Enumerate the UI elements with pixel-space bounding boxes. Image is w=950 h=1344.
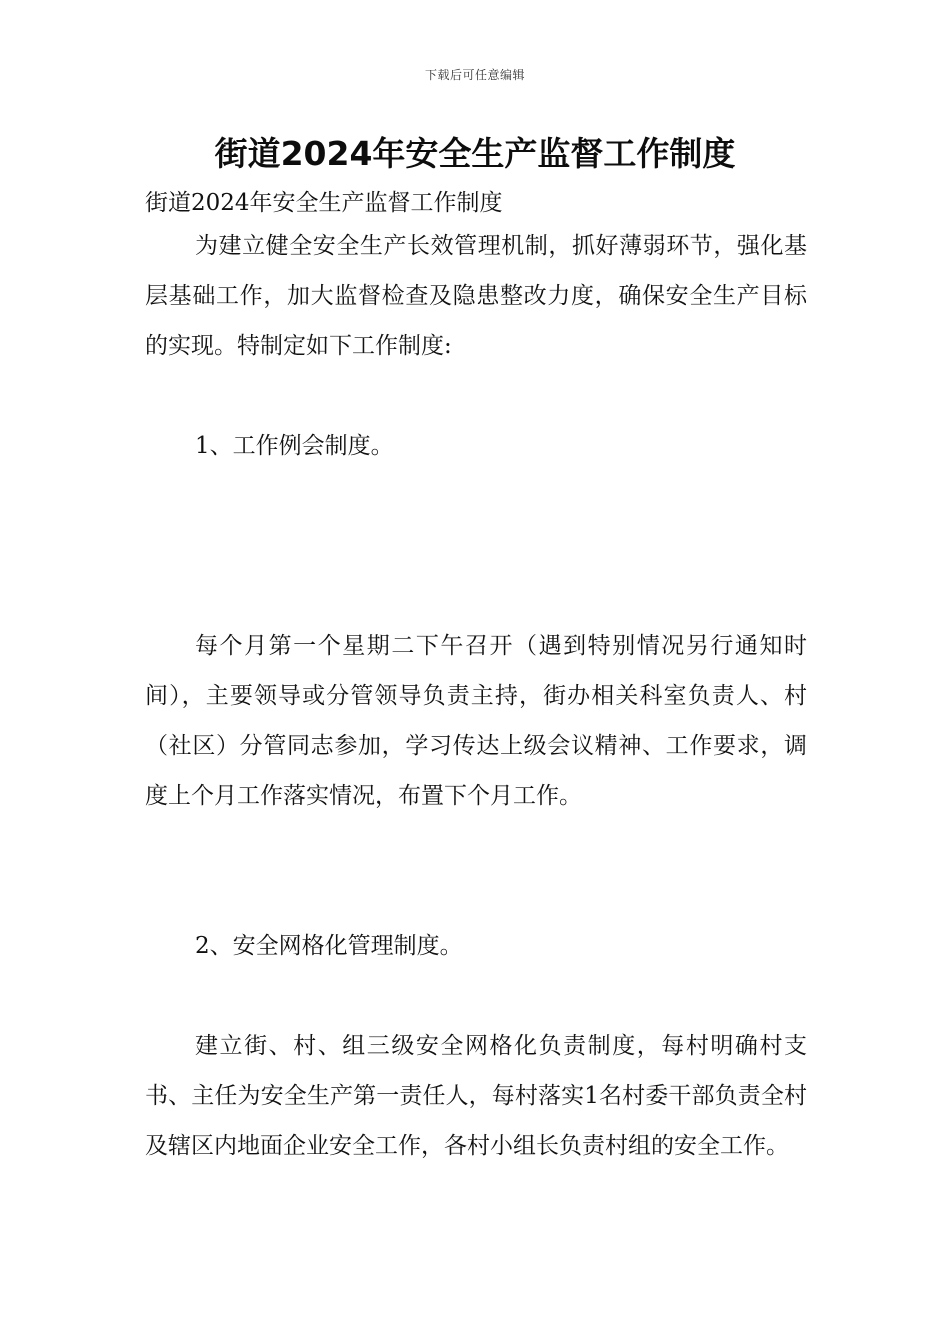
section-heading: 2、安全网格化管理制度。 xyxy=(195,933,463,959)
document-subtitle: 街道2024年安全生产监督工作制度 xyxy=(145,190,503,216)
document-title: 街道2024年安全生产监督工作制度 xyxy=(214,134,736,173)
section-body: 每个月第一个星期二下午召开（遇到特别情况另行通知时间），主要领导或分管领导负责主持，街办相关科室负责人、村（社区）分管同志参加，学习传达上级会议精神、工作要求，调度上个月工作落实情况，布置下个月工作。 xyxy=(145,633,807,809)
header-note: 下载后可任意编辑 xyxy=(424,68,525,82)
section-heading: 1、工作例会制度。 xyxy=(195,433,394,459)
section-body: 建立街、村、组三级安全网格化负责制度，每村明确村支书、主任为安全生产第一责任人，每村落实1名村委干部负责全村及辖区内地面企业安全工作，各村小组长负责村组的安全工作。 xyxy=(145,1033,807,1159)
intro-paragraph: 为建立健全安全生产长效管理机制，抓好薄弱环节，强化基层基础工作，加大监督检查及隐患整改力度，确保安全生产目标的实现。特制定如下工作制度: xyxy=(145,233,807,359)
